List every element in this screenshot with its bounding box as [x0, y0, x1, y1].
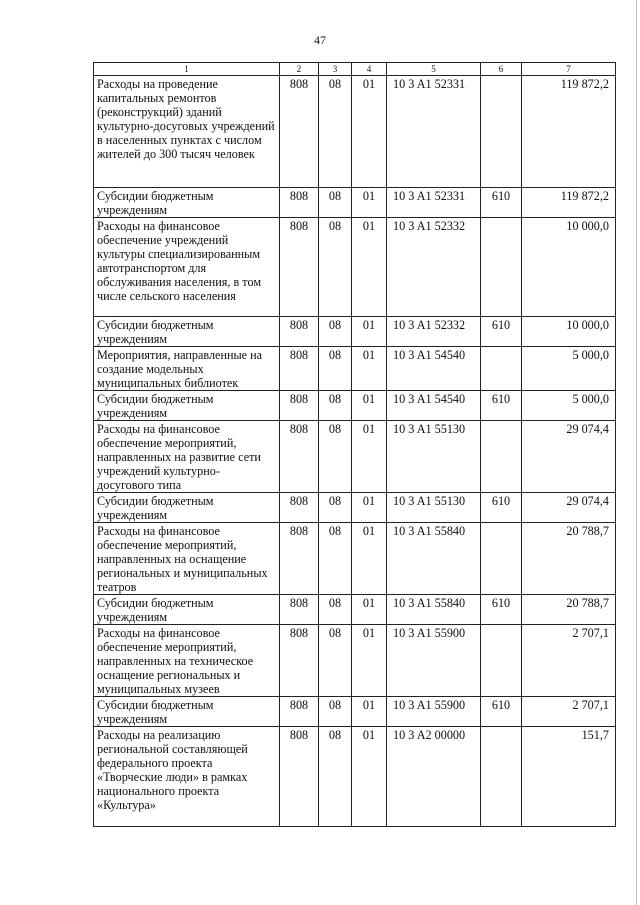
row-col3-cell: 08: [319, 317, 352, 347]
row-col6-cell: [481, 421, 522, 493]
row-col2-cell: 808: [280, 727, 319, 827]
row-name-cell: Субсидии бюджетным учреждениям: [94, 391, 280, 421]
row-col2-cell: 808: [280, 697, 319, 727]
row-col3-cell: 08: [319, 625, 352, 697]
page-number: 47: [314, 33, 326, 47]
row-col2-cell: 808: [280, 523, 319, 595]
row-amount-cell: 10 000,0: [522, 317, 616, 347]
row-col4-cell: 01: [352, 697, 387, 727]
row-col6-cell: [481, 523, 522, 595]
row-col3-cell: 08: [319, 493, 352, 523]
table-row: [94, 188, 616, 218]
row-col6-cell: [481, 625, 522, 697]
row-col2-cell: 808: [280, 317, 319, 347]
row-code-cell: 10 3 A1 55840: [387, 595, 481, 625]
column-header: 7: [522, 63, 616, 76]
row-code-cell: 10 3 A1 55900: [387, 625, 481, 697]
row-col2-cell: 808: [280, 391, 319, 421]
table-row: [94, 317, 616, 347]
row-col6-cell: [481, 727, 522, 827]
table-row: [94, 218, 616, 317]
row-col6-cell: 610: [481, 188, 522, 218]
row-col3-cell: 08: [319, 523, 352, 595]
row-name-cell: Расходы на реализацию региональной составляющей федерального проекта «Творческие люди» в рамках национального проекта «Культура»: [94, 727, 280, 827]
row-amount-cell: 2 707,1: [522, 697, 616, 727]
row-col4-cell: 01: [352, 317, 387, 347]
row-col3-cell: 08: [319, 347, 352, 391]
row-col4-cell: 01: [352, 391, 387, 421]
row-code-cell: 10 3 A1 52331: [387, 76, 481, 188]
row-col4-cell: 01: [352, 727, 387, 827]
table-row: [94, 421, 616, 493]
row-col6-cell: [481, 347, 522, 391]
row-name-cell: Мероприятия, направленные на создание модельных муниципальных библиотек: [94, 347, 280, 391]
row-col6-cell: [481, 218, 522, 317]
table-row: [94, 727, 616, 827]
row-code-cell: 10 3 A1 52332: [387, 317, 481, 347]
row-col6-cell: 610: [481, 595, 522, 625]
table-row: [94, 697, 616, 727]
row-col3-cell: 08: [319, 76, 352, 188]
table-row: [94, 523, 616, 595]
row-amount-cell: 29 074,4: [522, 493, 616, 523]
row-col2-cell: 808: [280, 347, 319, 391]
row-col2-cell: 808: [280, 421, 319, 493]
header-row: [94, 63, 616, 76]
row-code-cell: 10 3 A1 52331: [387, 188, 481, 218]
row-col6-cell: 610: [481, 317, 522, 347]
row-name-cell: Субсидии бюджетным учреждениям: [94, 188, 280, 218]
row-col2-cell: 808: [280, 625, 319, 697]
row-name-cell: Субсидии бюджетным учреждениям: [94, 317, 280, 347]
row-name-cell: Субсидии бюджетным учреждениям: [94, 595, 280, 625]
row-name-cell: Субсидии бюджетным учреждениям: [94, 697, 280, 727]
table-row: [94, 391, 616, 421]
row-col4-cell: 01: [352, 523, 387, 595]
row-amount-cell: 151,7: [522, 727, 616, 827]
row-col4-cell: 01: [352, 347, 387, 391]
column-header: 1: [94, 63, 280, 76]
row-col4-cell: 01: [352, 595, 387, 625]
row-amount-cell: 10 000,0: [522, 218, 616, 317]
row-col3-cell: 08: [319, 188, 352, 218]
row-col2-cell: 808: [280, 188, 319, 218]
table-row: [94, 493, 616, 523]
row-col4-cell: 01: [352, 188, 387, 218]
row-col4-cell: 01: [352, 76, 387, 188]
page-edge: [636, 0, 637, 905]
column-header: 5: [387, 63, 481, 76]
row-col3-cell: 08: [319, 391, 352, 421]
row-name-cell: Субсидии бюджетным учреждениям: [94, 493, 280, 523]
row-col2-cell: 808: [280, 595, 319, 625]
column-header: 2: [280, 63, 319, 76]
table-row: [94, 76, 616, 188]
row-name-cell: Расходы на финансовое обеспечение мероприятий, направленных на развитие сети учреждений культурно-досугового типа: [94, 421, 280, 493]
row-col4-cell: 01: [352, 218, 387, 317]
column-header: 4: [352, 63, 387, 76]
column-header: 3: [319, 63, 352, 76]
table-row: [94, 625, 616, 697]
row-col3-cell: 08: [319, 727, 352, 827]
row-name-cell: Расходы на проведение капитальных ремонтов (реконструкций) зданий культурно-досуговых учреждений в населенных пунктах с числом жителей до 300 тысяч человек: [94, 76, 280, 188]
column-header: 6: [481, 63, 522, 76]
row-col6-cell: 610: [481, 391, 522, 421]
row-name-cell: Расходы на финансовое обеспечение мероприятий, направленных на оснащение региональных и муниципальных театров: [94, 523, 280, 595]
row-col3-cell: 08: [319, 595, 352, 625]
row-amount-cell: 2 707,1: [522, 625, 616, 697]
row-name-cell: Расходы на финансовое обеспечение мероприятий, направленных на техническое оснащение региональных и муниципальных музеев: [94, 625, 280, 697]
row-col4-cell: 01: [352, 421, 387, 493]
row-amount-cell: 20 788,7: [522, 595, 616, 625]
row-amount-cell: 119 872,2: [522, 76, 616, 188]
row-col2-cell: 808: [280, 493, 319, 523]
row-col6-cell: [481, 76, 522, 188]
row-code-cell: 10 3 A1 54540: [387, 391, 481, 421]
row-col2-cell: 808: [280, 218, 319, 317]
row-code-cell: 10 3 A1 55840: [387, 523, 481, 595]
row-amount-cell: 5 000,0: [522, 391, 616, 421]
budget-table: [93, 62, 616, 827]
row-col6-cell: 610: [481, 697, 522, 727]
row-amount-cell: 119 872,2: [522, 188, 616, 218]
row-code-cell: 10 3 A1 55130: [387, 493, 481, 523]
row-col3-cell: 08: [319, 218, 352, 317]
row-code-cell: 10 3 A1 55900: [387, 697, 481, 727]
table-row: [94, 595, 616, 625]
row-col3-cell: 08: [319, 697, 352, 727]
row-col4-cell: 01: [352, 625, 387, 697]
row-amount-cell: 29 074,4: [522, 421, 616, 493]
row-code-cell: 10 3 A1 54540: [387, 347, 481, 391]
table-row: [94, 347, 616, 391]
row-code-cell: 10 3 A2 00000: [387, 727, 481, 827]
row-col6-cell: 610: [481, 493, 522, 523]
row-code-cell: 10 3 A1 52332: [387, 218, 481, 317]
row-amount-cell: 20 788,7: [522, 523, 616, 595]
row-name-cell: Расходы на финансовое обеспечение учреждений культуры специализированным автотранспортом для обслуживания населения, в том числе сельского населения: [94, 218, 280, 317]
row-col2-cell: 808: [280, 76, 319, 188]
row-col4-cell: 01: [352, 493, 387, 523]
row-amount-cell: 5 000,0: [522, 347, 616, 391]
row-col3-cell: 08: [319, 421, 352, 493]
row-code-cell: 10 3 A1 55130: [387, 421, 481, 493]
